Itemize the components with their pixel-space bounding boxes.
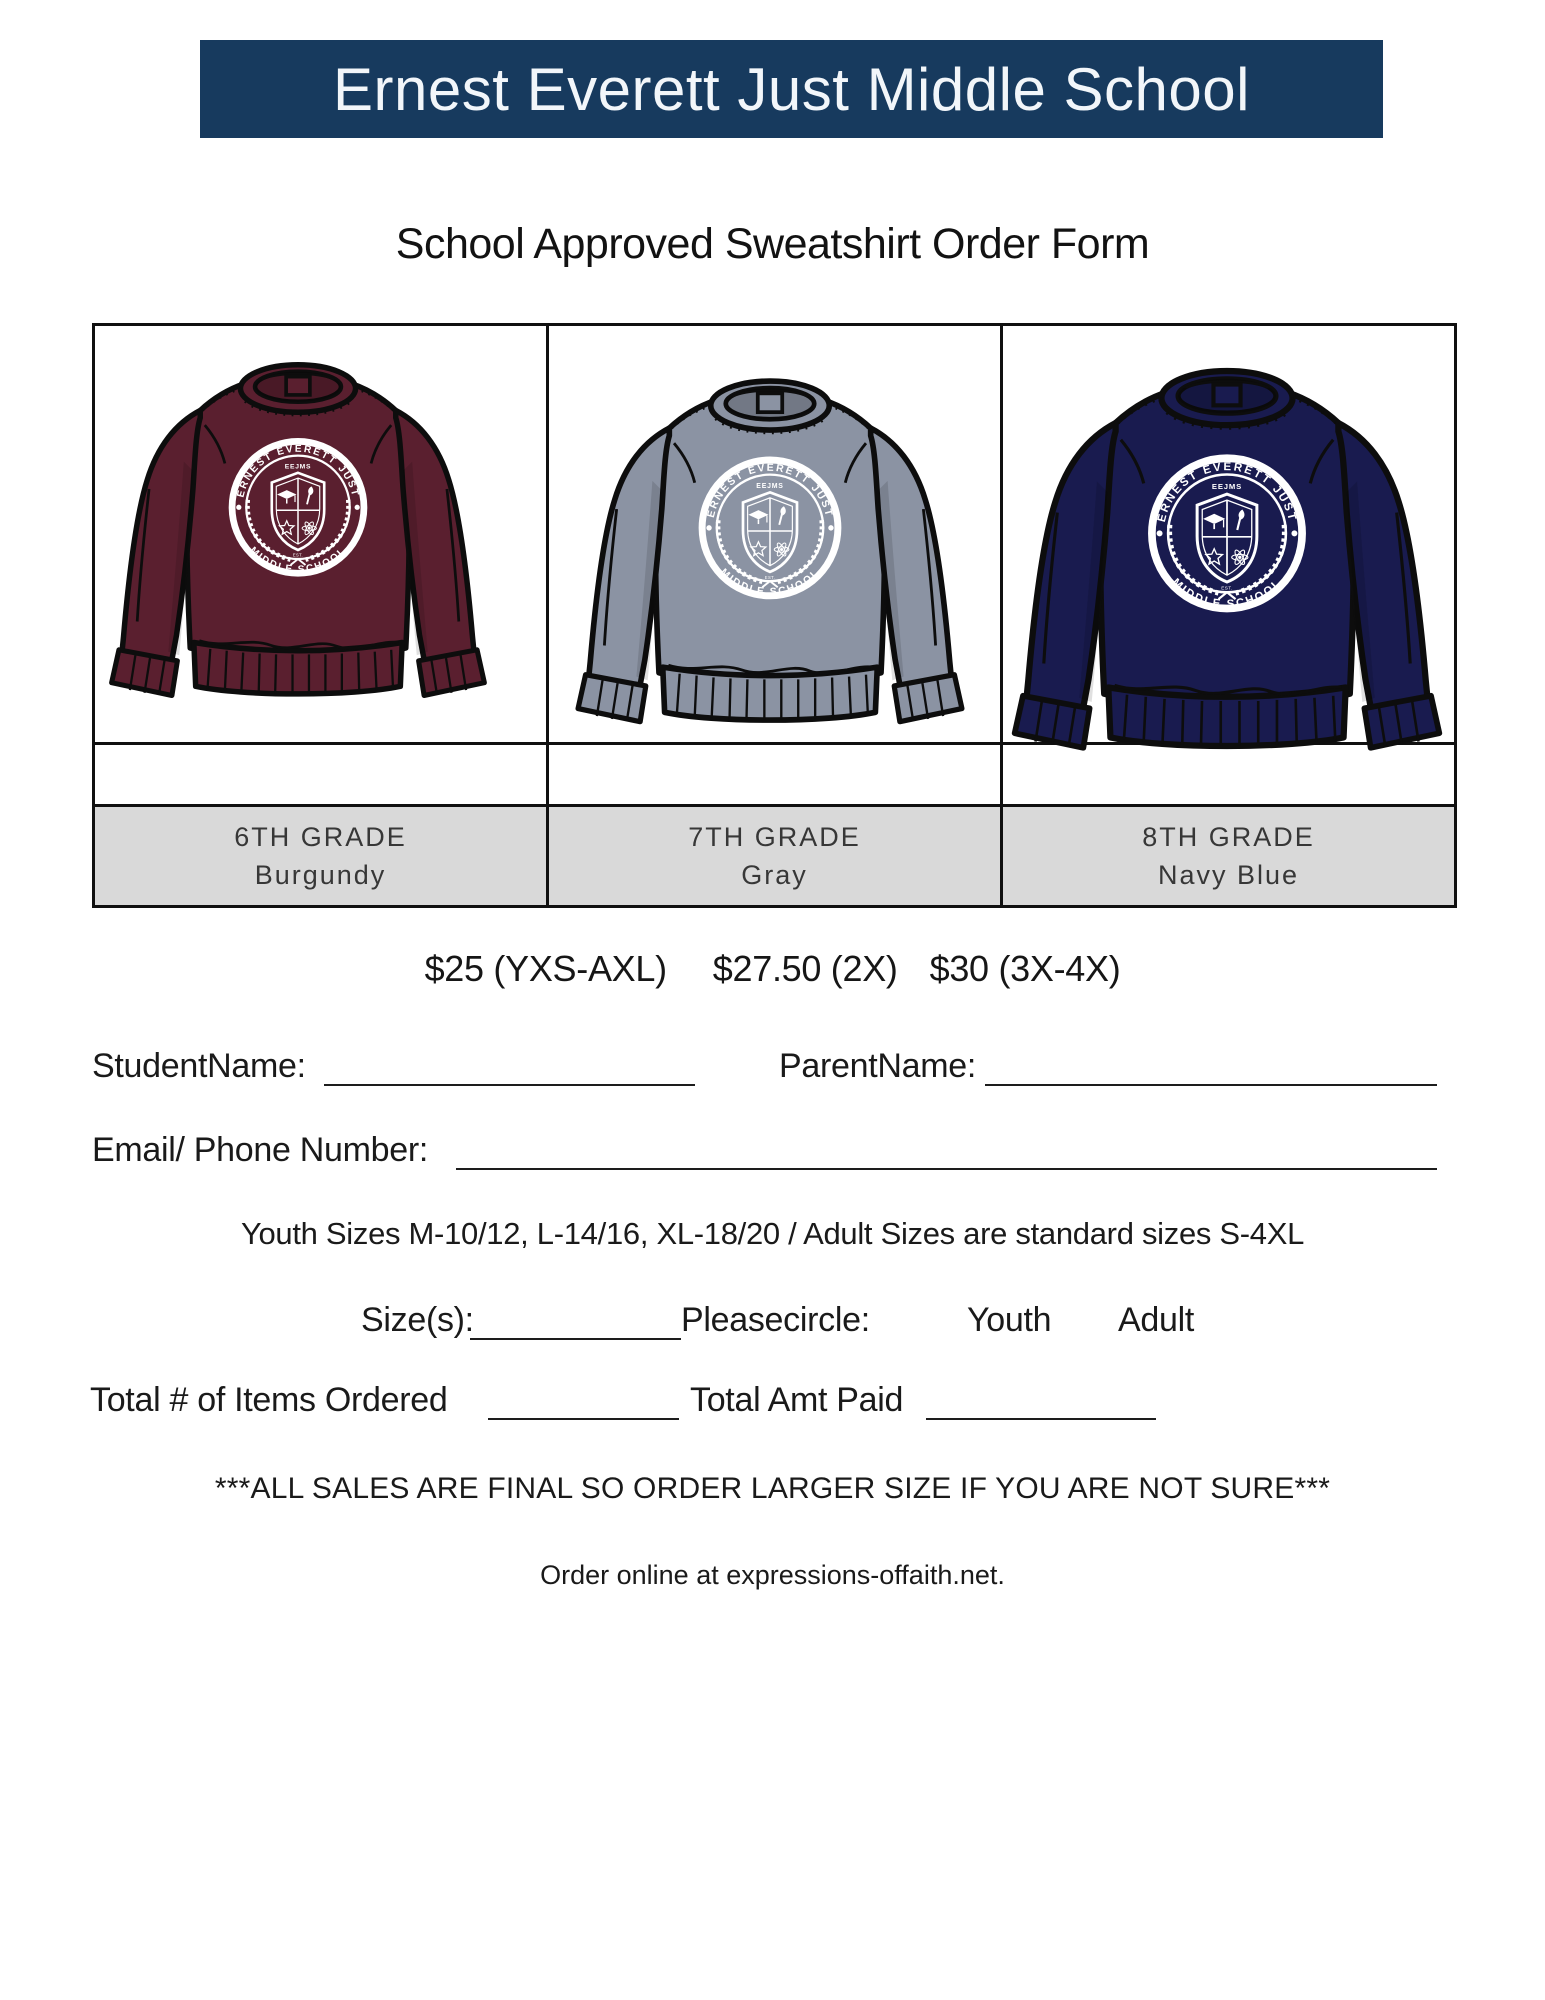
total-amt-blank [926,1380,1156,1420]
grade-cell-6th [95,807,546,905]
price-3x-4x: $30 (3X-4X) [929,948,1121,989]
page-title: School Approved Sweatshirt Order Form [395,220,1150,268]
student-name-label: StudentName: [92,1047,306,1085]
grade-label-row [95,804,1454,905]
email-phone-label: Email/ Phone Number: [92,1131,429,1169]
color-label: Navy Blue [1157,860,1300,890]
email-phone-blank [456,1130,1437,1170]
youth-option: Youth [967,1301,1052,1339]
price-yxs-axl: $25 (YXS-AXL) [424,948,667,989]
shirt-cell-8th-grade [1000,326,1454,742]
parent-name-blank [985,1046,1437,1086]
color-label: Gray [741,860,808,890]
sizes-blank [470,1300,681,1340]
email-phone-row [0,1128,1545,1176]
all-sales-final-note: ***ALL SALES ARE FINAL SO ORDER LARGER SIZE IF YOU ARE NOT SURE*** [214,1472,1331,1505]
product-table [92,323,1457,908]
size-row [0,1298,1545,1346]
adult-option: Adult [1118,1301,1194,1339]
grade-cell-7th [546,807,1000,905]
blank-row [95,742,1454,804]
grade-label: 7TH GRADE [688,822,861,852]
shirt-image-row [95,326,1454,742]
price-2x: $27.50 (2X) [712,948,898,989]
parent-name-label: ParentName: [779,1047,977,1085]
sizes-info-text: Youth Sizes M-10/12, L-14/16, XL-18/20 / Adult Sizes are standard sizes S-4XL [240,1216,1305,1251]
names-row [0,1044,1545,1092]
student-name-blank [324,1046,695,1086]
color-label: Burgundy [254,860,387,890]
school-banner [200,40,1383,138]
total-items-blank [488,1380,679,1420]
total-amt-label: Total Amt Paid [690,1381,904,1419]
grade-label: 6TH GRADE [234,822,407,852]
grade-label: 8TH GRADE [1142,822,1315,852]
shirt-cell-6th-grade [95,326,546,742]
grade-cell-8th [1000,807,1454,905]
shirt-cell-7th-grade [546,326,1000,742]
sizes-label: Size(s): [361,1301,474,1339]
please-circle-label: Pleasecircle: [681,1301,870,1339]
total-items-label: Total # of Items Ordered [90,1381,448,1419]
totals-row [0,1378,1545,1426]
school-name: Ernest Everett Just Middle School [333,55,1250,123]
price-line [0,948,1545,990]
order-online-note: Order online at expressions-offaith.net. [540,1560,1005,1590]
